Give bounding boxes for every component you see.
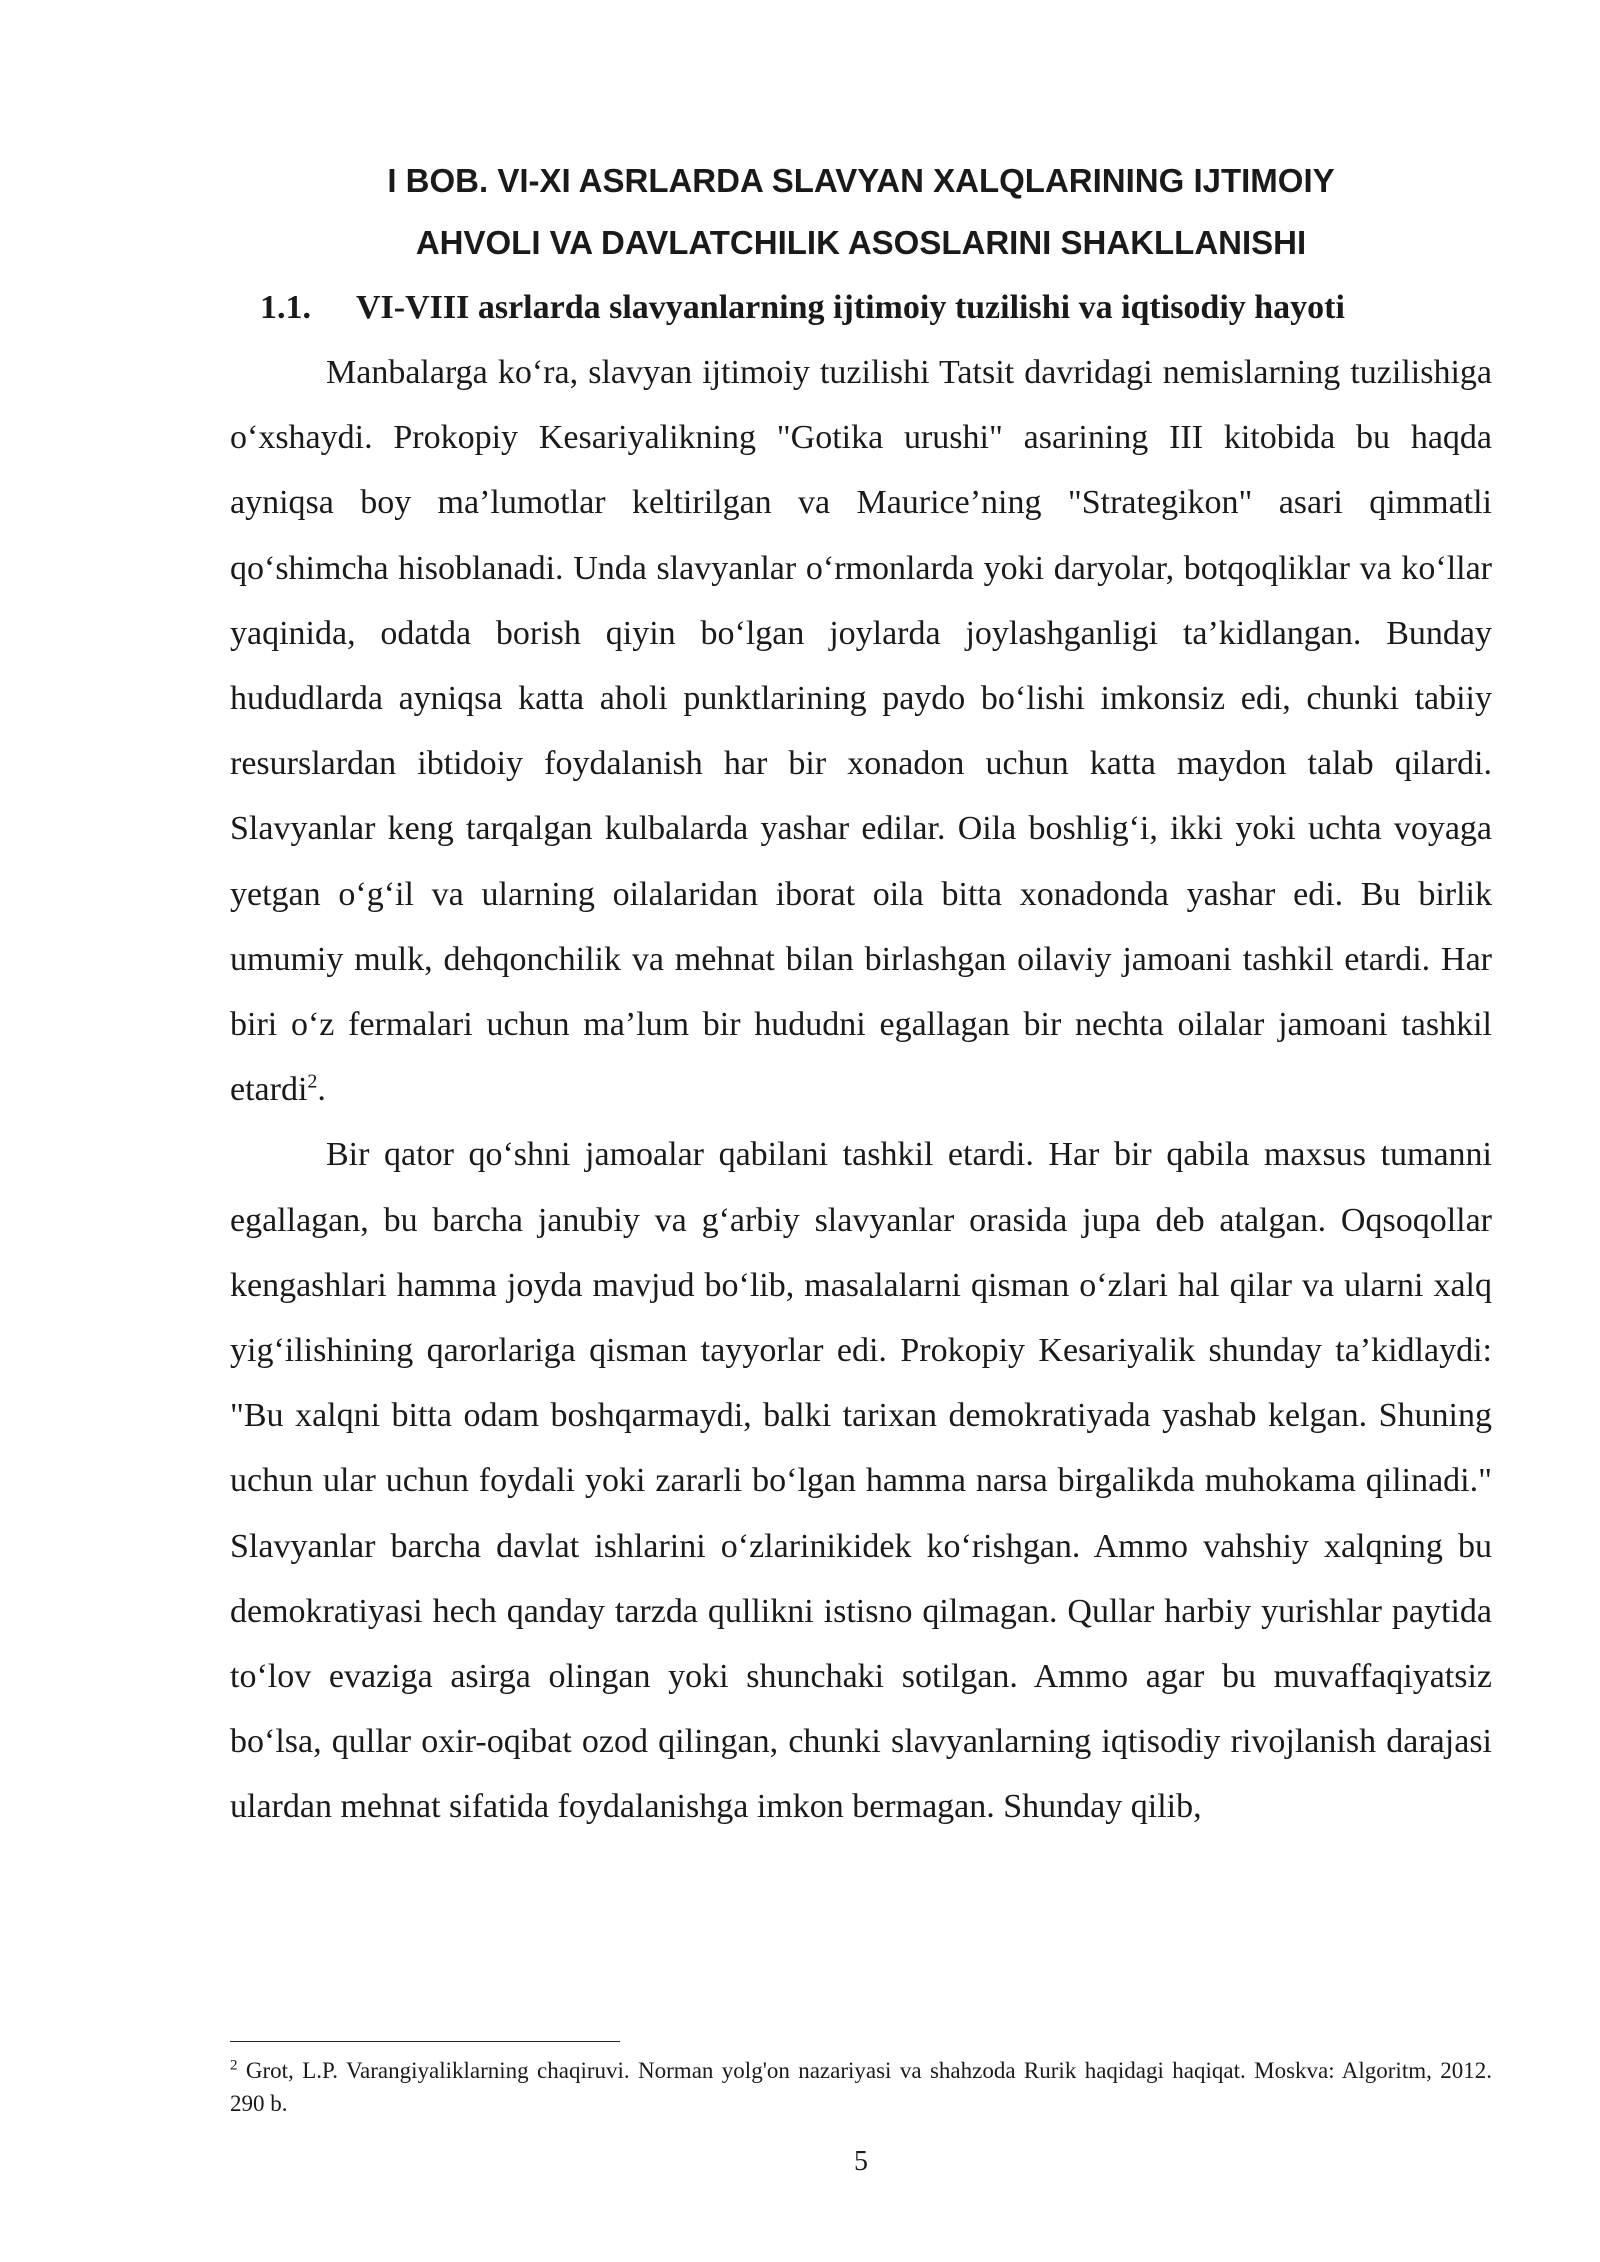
paragraph-1 [230,340,1492,1122]
footnote-separator [230,2041,620,2042]
chapter-title-line-1: I BOB. VI-XI ASRLARDA SLAVYAN XALQLARINING IJTIMOIY [387,162,1335,199]
footnote-reference[interactable]: 2 [307,1070,318,1093]
chapter-title [230,150,1492,274]
footnote-text: Grot, L.P. Varangiyaliklarning chaqiruvi. Norman yolg'on nazariyasi va shahzoda Rurik haqidagi haqiqat. Moskva: Algoritm, 2012. 290 b. [230,2058,1492,2116]
section-title: VI-VIII asrlarda slavyanlarning ijtimoiy tuzilishi va iqtisodiy hayoti [356,289,1345,326]
chapter-title-line-2: AHVOLI VA DAVLATCHILIK ASOSLARINI SHAKLLANISHI [415,224,1307,261]
footnote [230,2054,1492,2120]
paragraph-2 [230,1122,1492,1839]
body-text [230,340,1492,1840]
paragraph-1-end: . [317,1071,326,1109]
paragraph-1-text: Manbalarga ko‘ra, slavyan ijtimoiy tuzilishi Tatsit davridagi nemislarning tuzilishiga o‘xshaydi. Prokopiy Kesariyalikning "Gotika urushi" asarining III kitobida bu haqda ayniqsa boy ma’lumotlar keltirilgan va Maurice’ning "Strategikon" asari qimmatli qo‘shimcha hisoblanadi. Unda slavyanlar o‘rmonlarda yoki daryolar, botqoqliklar va ko‘llar yaqinida, odatda borish qiyin bo‘lgan joylarda joylashganligi ta’kidlangan. Bunday hududlarda ayniqsa katta aholi punktlarining paydo bo‘lishi imkonsiz edi, chunki tabiiy resurslardan ibtidoiy foydalanish har bir xonadon uchun katta maydon talab qilardi. Slavyanlar keng tarqalgan kulbalarda yashar edilar. Oila boshlig‘i, ikki yoki uchta voyaga yetgan o‘g‘il va ularning oilalaridan iborat oila bitta xonadonda yashar edi. Bu birlik umumiy mulk, dehqonchilik va mehnat bilan birlashgan oilaviy jamoani tashkil etardi. Har biri o‘z fermalari uchun ma’lum bir hududni egallagan bir nechta oilalar jamoani tashkil etardi [230,354,1492,1109]
section-number: 1.1. [260,289,311,326]
section-heading [260,280,1492,336]
footnote-mark: 2 [230,2057,238,2074]
paragraph-2-text: Bir qator qo‘shni jamoalar qabilani tashkil etardi. Har bir qabila maxsus tumanni egallagan, bu barcha janubiy va g‘arbiy slavyanlar orasida jupa deb atalgan. Oqsoqollar kengashlari hamma joyda mavjud bo‘lib, masalalarni qisman o‘zlari hal qilar va ularni xalq yig‘ilishining qarorlariga qisman tayyorlar edi. Prokopiy Kesariyalik shunday ta’kidlaydi: "Bu xalqni bitta odam boshqarmaydi, balki tarixan demokratiyada yashab kelgan. Shuning uchun ular uchun foydali yoki zararli bo‘lgan hamma narsa birgalikda muhokama qilinadi." Slavyanlar barcha davlat ishlarini o‘zlarinikidek ko‘rishgan. Ammo vahshiy xalqning bu demokratiyasi hech qanday tarzda qullikni istisno qilmagan. Qullar harbiy yurishlar paytida to‘lov evaziga asirga olingan yoki shunchaki sotilgan. Ammo agar bu muvaffaqiyatsiz bo‘lsa, qullar oxir-oqibat ozod qilingan, chunki slavyanlarning iqtisodiy rivojlanish darajasi ulardan mehnat sifatida foydalanishga imkon bermagan. Shunday qilib, [230,1136,1492,1826]
page-number: 5 [854,2146,868,2177]
